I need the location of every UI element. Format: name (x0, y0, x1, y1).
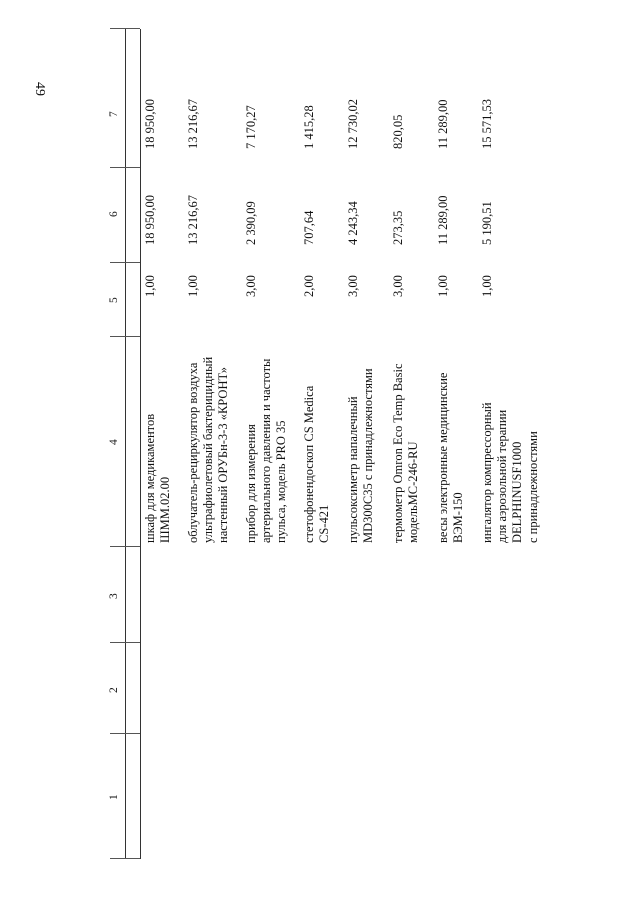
col-divider (110, 546, 140, 547)
column-header: 3 (108, 593, 120, 599)
item-description: термометр Omron Eco Temp Basic модельMC-246-RU (391, 363, 421, 543)
column-header: 6 (108, 211, 120, 217)
item-description: ингалятор компрессорный для аэрозольной терапии DELPHINUSF1000 с принадлежностями (480, 402, 540, 543)
item-unit-price: 273,35 (391, 210, 405, 245)
item-quantity: 1,00 (143, 275, 157, 297)
col-divider (110, 336, 140, 337)
item-unit-price: 2 390,09 (244, 201, 258, 245)
item-unit-price: 4 243,34 (346, 201, 360, 245)
table-top-border (125, 29, 126, 859)
item-total: 7 170,27 (244, 105, 258, 149)
col-divider (110, 642, 140, 643)
item-description: облучатель-рециркулятор воздуха ультрафиолетовый бактерицидный настенный ОРУБн-3-3 «КРОНТ» (186, 356, 231, 543)
col-divider (110, 28, 140, 29)
item-quantity: 1,00 (436, 275, 450, 297)
column-header: 2 (108, 687, 120, 693)
item-total: 12 730,02 (346, 99, 360, 149)
col-divider (110, 262, 140, 263)
item-description: пульсоксиметр напалечный MD300C35 с принадлежностями (346, 368, 376, 543)
item-quantity: 3,00 (346, 275, 360, 297)
column-header: 4 (108, 439, 120, 445)
page-number: 49 (32, 82, 47, 96)
item-total: 15 571,53 (480, 99, 494, 149)
column-header: 7 (108, 111, 120, 117)
col-divider (110, 858, 140, 859)
item-description: шкаф для медикаментов ШММ.02.00 (143, 413, 173, 543)
item-total: 11 289,00 (436, 99, 450, 149)
item-total: 13 216,67 (186, 99, 200, 149)
item-description: прибор для измерения артериального давления и частоты пульса, модель PRO 35 (244, 358, 289, 543)
item-total: 820,05 (391, 114, 405, 149)
item-quantity: 3,00 (391, 275, 405, 297)
column-header: 1 (108, 794, 120, 800)
col-divider (110, 733, 140, 734)
item-unit-price: 13 216,67 (186, 195, 200, 245)
column-header: 5 (108, 297, 120, 303)
item-quantity: 3,00 (244, 275, 258, 297)
item-unit-price: 5 190,51 (480, 201, 494, 245)
header-bottom-border (140, 29, 141, 859)
item-unit-price: 707,64 (302, 210, 316, 245)
col-divider (110, 167, 140, 168)
item-quantity: 1,00 (186, 275, 200, 297)
item-total: 1 415,28 (302, 105, 316, 149)
item-unit-price: 11 289,00 (436, 195, 450, 245)
item-description: стетофонендоскоп CS Medica CS-421 (302, 385, 332, 543)
item-quantity: 1,00 (480, 275, 494, 297)
item-description: весы электронные медицинские ВЭМ-150 (436, 372, 466, 543)
item-quantity: 2,00 (302, 275, 316, 297)
item-unit-price: 18 950,00 (143, 195, 157, 245)
item-total: 18 950,00 (143, 99, 157, 149)
